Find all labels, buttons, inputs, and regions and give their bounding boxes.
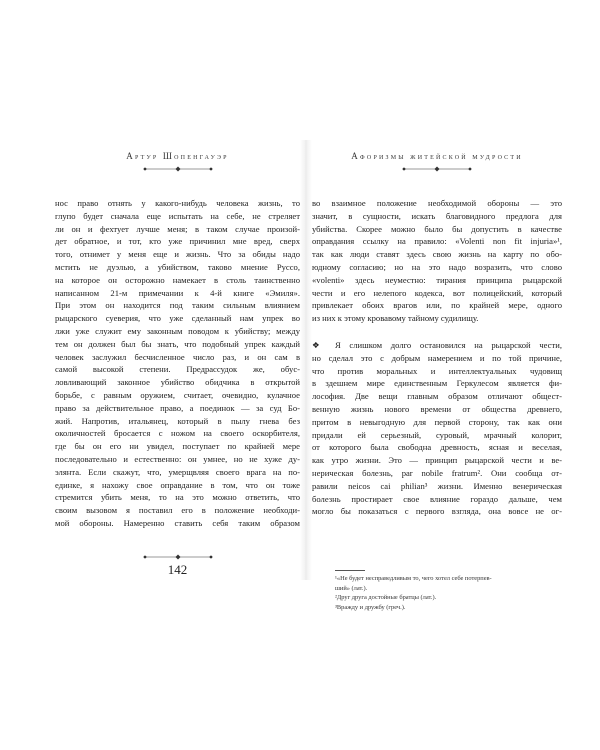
text-line: последовательно и естественно: он умнее, но не хуже ду- bbox=[55, 453, 300, 464]
text-line: «volenti» здесь неуместно: тирания принципа рыцарской bbox=[312, 274, 562, 285]
book-gutter bbox=[300, 140, 312, 580]
text-line: мой обороны. Намеренно ставить себя таким образом bbox=[55, 517, 300, 528]
text-line: как утро жизни. Это — принцип рыцарской чести и ве- bbox=[312, 455, 562, 466]
text-line: лжи уже служит ему законным поводом к убийству; между bbox=[55, 325, 300, 336]
text-line: где бы он его ни увидел, поступает по крайней мере bbox=[55, 441, 300, 452]
text-line: привлекает обоих врагов или, по крайней мере, одного bbox=[312, 300, 562, 311]
text-line: элянта. Если скажут, что, умерщвляя своего врага на по- bbox=[55, 466, 300, 477]
text-line: убийства. Скорее можно было бы допустить в качестве bbox=[312, 223, 562, 234]
footnote-line: ³Вражду и дружбу (греч.). bbox=[335, 603, 406, 611]
footnote-line: ¹«Не будет несправедливым то, чего хотел себе потерпев- bbox=[335, 575, 492, 582]
left-body-text bbox=[55, 197, 300, 530]
header-ornament-icon bbox=[402, 166, 472, 172]
page-number: 142 bbox=[167, 561, 188, 577]
text-line: единке, я нахожу свое оправдание в том, что он тоже bbox=[55, 479, 300, 490]
footnote-line: ший» (лат.). bbox=[335, 584, 368, 592]
text-line: равили neicos cai philian³ жизни. Именно венерическая bbox=[312, 480, 562, 491]
text-line: самой высокой степени. Предрассудок же, обус- bbox=[55, 364, 300, 375]
text-line: на которое он осторожно намекает в столь таинственно bbox=[55, 274, 300, 285]
text-line: нос право отнять у какого-нибудь человека жизнь, то bbox=[55, 198, 300, 208]
left-page bbox=[55, 150, 300, 578]
text-line: дет обратное, и тот, кто уже причинил мне вред, сверх bbox=[55, 236, 300, 247]
text-line: чести и его нелепого кодекса, вот полицейский, который bbox=[312, 287, 562, 298]
text-line: околичностей бросается с ножом на своего оскорбителя, bbox=[55, 428, 300, 439]
text-line: человек заслужил бесчисленное число раз, и он сам в bbox=[55, 351, 300, 362]
text-line: от которого была свободна древность, ясная и веселая, bbox=[312, 442, 562, 453]
text-line: тем он должен был бы знать, что подобный упрек каждый bbox=[55, 338, 300, 349]
header-ornament-icon bbox=[143, 166, 213, 172]
right-running-header: Афоризмы житейской мудрости bbox=[351, 151, 523, 161]
text-line: в здешнем мире единственным Геркулесом является фи- bbox=[312, 378, 562, 389]
footer-ornament-icon bbox=[143, 554, 213, 560]
text-line: во взаимное положение необходимой обороны — это bbox=[312, 198, 562, 208]
text-line: лософия. Две вещи главным образом отличают общест- bbox=[312, 391, 562, 402]
text-line: жий. Напротив, итальянец, который в пылу гнева без bbox=[55, 415, 300, 426]
text-line: что против моральных и интеллектуальных чудовищ bbox=[312, 365, 562, 376]
text-line: При этом он находится под таким сильным влиянием bbox=[55, 300, 300, 311]
text-line: право за действительное право, а поединок — за суд Бо- bbox=[55, 402, 300, 413]
text-line: стремится убить меня, то на это можно ответить, что bbox=[55, 492, 300, 503]
text-line: ли он и фехтует лучше меня; в таком случае произой- bbox=[55, 223, 300, 234]
text-line: но сделал это с добрым намерением и по той причине, bbox=[312, 352, 562, 363]
right-body-text bbox=[312, 197, 562, 518]
text-line: борьбе, с равным оружием, считает, очевидно, кулачное bbox=[55, 389, 300, 400]
text-line: оправдания ссылку на правило: «Volenti non fit injuria»¹, bbox=[312, 236, 562, 247]
text-line: значит, в сущности, искать благовидного предлога для bbox=[312, 210, 562, 221]
text-line: своим вызовом я поставил его в положение необходи- bbox=[55, 505, 300, 516]
text-line: того, отнимет у меня еще и жизнь. Что за обиды надо bbox=[55, 249, 300, 260]
footnote-line: ²Друг друга достойные братцы (лат.). bbox=[335, 594, 437, 601]
text-line: ловливающий законное убийство обидчика в открытой bbox=[55, 377, 300, 388]
text-line: притом в невыгодную для первой сторону, так как они bbox=[312, 416, 562, 427]
footnote-rule bbox=[335, 570, 365, 571]
text-line: болезнь простирает свое влияние гораздо дальше, чем bbox=[312, 493, 562, 504]
text-line: глупо будет сначала еще испытать на себе, не стреляет bbox=[55, 210, 300, 221]
text-line: могло бы показаться с первого взгляда, она вовсе не ог- bbox=[312, 506, 562, 517]
text-line: юдному согласию; но на это надо возразить, что слово bbox=[312, 261, 562, 272]
text-line: написанном 21-м примечании к 4-й книге «Эмиля». bbox=[55, 287, 300, 298]
footnotes bbox=[335, 570, 555, 612]
text-line: нерическая болезнь, par nobile fratrum². Они сообща от- bbox=[312, 467, 562, 478]
text-line: ❖ Я слишком долго остановился на рыцарской чести, bbox=[312, 339, 562, 350]
text-line: мстить не дуэлью, а убийством, таково мнение Руссо, bbox=[55, 261, 300, 272]
text-line: придали ей серьезный, суровый, мрачный колорит, bbox=[312, 429, 562, 440]
left-running-header: Артур Шопенгауэр bbox=[126, 151, 229, 161]
text-line: из них к этому кровавому тайному судилищу. bbox=[312, 313, 479, 324]
right-page bbox=[312, 150, 562, 518]
text-line: венную жизнь нового времени от общества древнего, bbox=[312, 403, 562, 414]
text-line: так как люди ставят здесь свою жизнь на карту по обо- bbox=[312, 249, 562, 260]
text-line: рыцарского суеверия, что уже сделанный нам упрек во bbox=[55, 313, 300, 324]
